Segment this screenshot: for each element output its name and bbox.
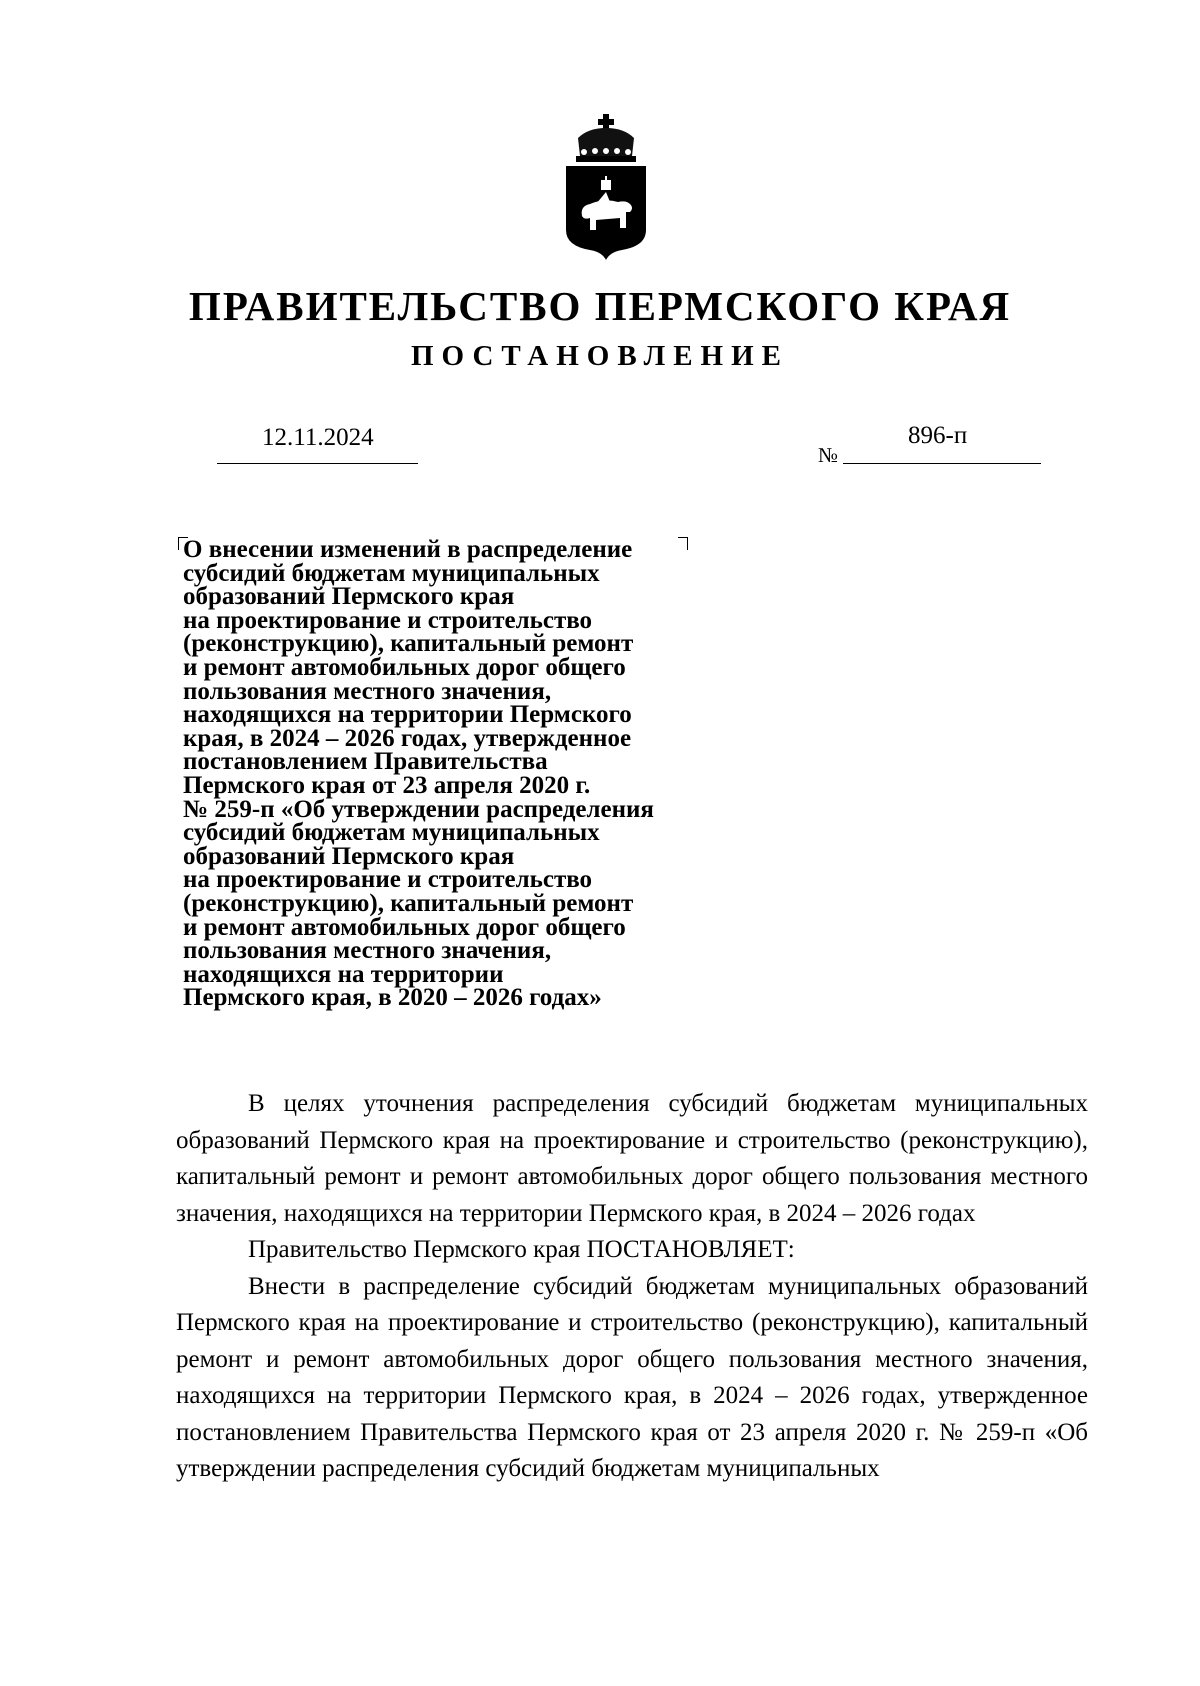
resolution-paragraph: Правительство Пермского края ПОСТАНОВЛЯЕТ: [248, 1236, 795, 1263]
document-date: 12.11.2024 [262, 424, 374, 451]
subject-line: и ремонт автомобильных дорог общего [183, 913, 626, 941]
number-sign: № [818, 443, 839, 467]
number-underline [843, 463, 1041, 464]
date-underline [217, 463, 418, 464]
document-number: 896-п [908, 422, 968, 449]
subject-line: субсидий бюджетам муниципальных [183, 819, 600, 847]
subject-line: края, в 2024 – 2026 годах, утвержденное [183, 724, 632, 752]
subject-line: № 259-п «Об утверждении распределения [183, 795, 654, 823]
subject-line: постановлением Правительства [183, 748, 548, 776]
subject-line: (реконструкцию), капитальный ремонт [183, 630, 634, 658]
subject-line: пользования местного значения, [183, 937, 552, 965]
subject-line: О внесении изменений в распределение [183, 536, 633, 563]
action-paragraph: Внести в распределение субсидий бюджетам муниципальных образований Пермского края на проектирование и строительство (реконструкцию), капитальный ремонт и ремонт автомобильных дорог общего пользования местного значения, находящихся на территории Пермского края, в 2024 – 2026 годах, утвержденное постановлением Правительства Пермского края от 23 апреля 2020 г. № 259-п «Об утверждении распределения субсидий бюджетам муниципальных [176, 1272, 1088, 1482]
subject-line: находящихся на территории [183, 960, 504, 988]
subject-line: пользования местного значения, [183, 677, 552, 705]
subject-line: Пермского края от 23 апреля 2020 г. [183, 771, 591, 799]
document-type-heading: ПОСТАНОВЛЕНИЕ [410, 340, 789, 372]
subject-line: и ремонт автомобильных дорог общего [183, 653, 626, 681]
subject-line: на проектирование и строительство [183, 606, 593, 634]
subject-line: образований Пермского края [183, 583, 515, 611]
subject-line: на проектирование и строительство [183, 866, 593, 894]
government-title: ПРАВИТЕЛЬСТВО ПЕРМСКОГО КРАЯ [188, 283, 1012, 329]
subject-line: (реконструкцию), капитальный ремонт [183, 889, 634, 917]
coat-of-arms-emblem [560, 112, 652, 264]
subject-line: Пермского края, в 2020 – 2026 годах» [183, 984, 602, 1012]
preamble-paragraph: В целях уточнения распределения субсидий бюджетам муниципальных образований Пермского края на проектирование и строительство (реконструкцию), капитальный ремонт и ремонт автомобильных дорог общего пользования местного значения, находящихся на территории Пермского края, в 2024 – 2026 годах [176, 1090, 1088, 1227]
subject-line: находящихся на территории Пермского [183, 701, 632, 729]
document-subject [183, 538, 723, 1010]
document-body [176, 1086, 1088, 1488]
subject-line: образований Пермского края [183, 842, 515, 870]
subject-line: субсидий бюджетам муниципальных [183, 559, 600, 587]
